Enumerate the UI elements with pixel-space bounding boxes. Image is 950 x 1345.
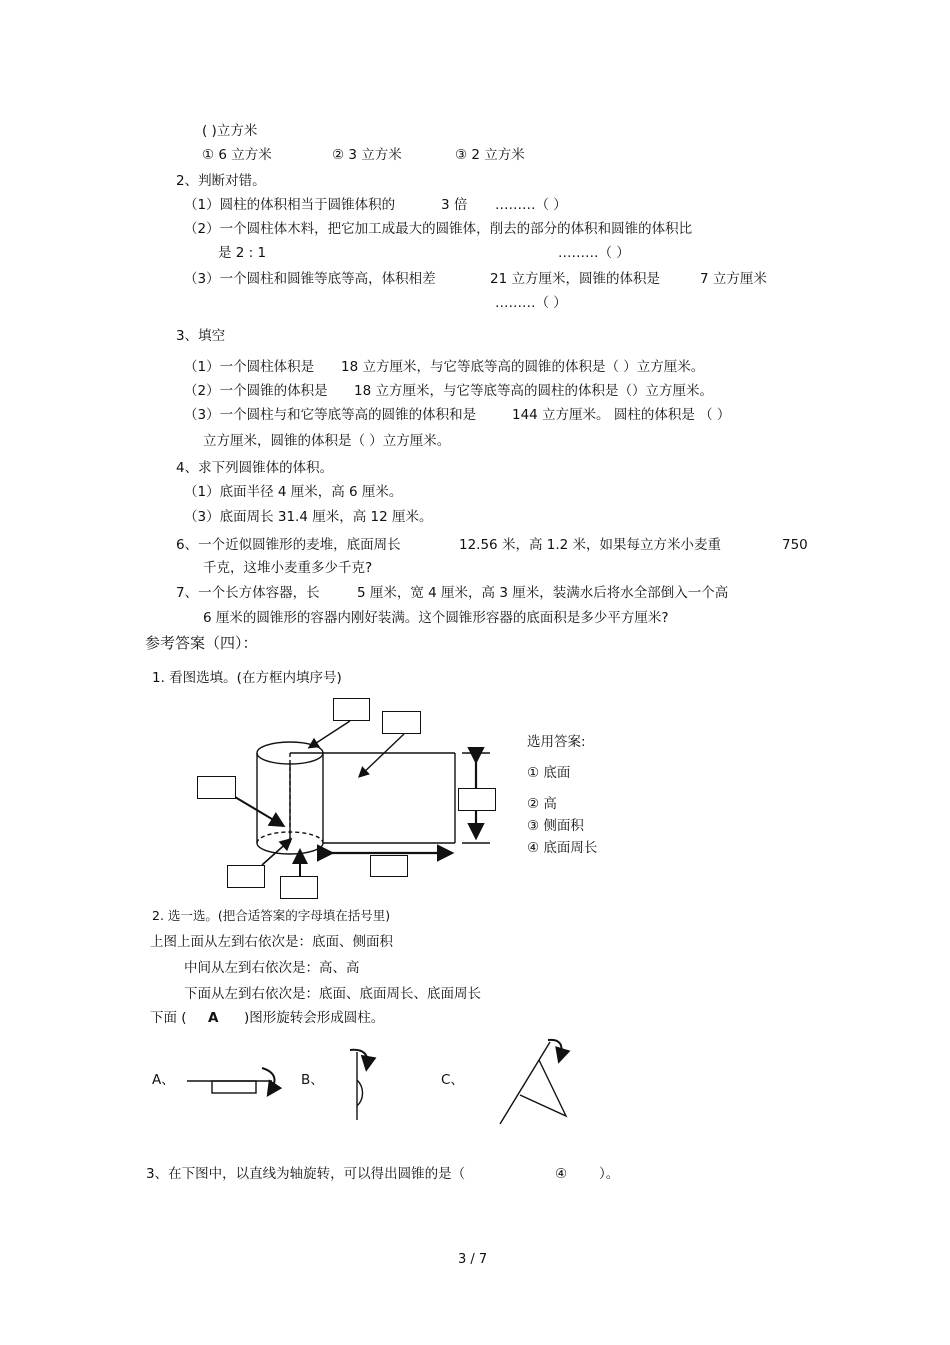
legend-item-2: ② 高 (527, 796, 557, 812)
q4-item3: （3）底面周长 31.4 厘米，高 12 厘米。 (184, 509, 433, 525)
legend-item-4: ④ 底面周长 (527, 840, 598, 856)
answers-part1-title: 1. 看图选填。(在方框内填序号) (152, 670, 342, 686)
q3-item1-a: （1）一个圆柱体积是 (184, 359, 315, 375)
answer-line-1: 上图上面从左到右依次是：底面、侧面积 (150, 934, 393, 950)
answer-line-3: 下面从左到右依次是：底面、底面周长、底面周长 (184, 986, 481, 1002)
q2-item3-text-a: （3）一个圆柱和圆锥等底等高，体积相差 (184, 271, 436, 287)
q3-item3-b: 144 立方厘米。 圆柱的体积是 （ ） (512, 407, 731, 423)
page-number: 3 / 7 (458, 1252, 488, 1267)
legend-title: 选用答案: (527, 734, 586, 750)
q7-text-c: 6 厘米的圆锥形的容器内刚好装满。这个圆锥形容器的底面积是多少平方厘米? (203, 610, 669, 626)
q6-text-a: 6、一个近似圆锥形的麦堆，底面周长 (176, 537, 401, 553)
q3-item3-c: 立方厘米，圆锥的体积是（ ）立方厘米。 (203, 433, 451, 449)
q2-item2-ratio: 是 2 : 1 (218, 245, 267, 261)
q6-text-c: 750 (782, 537, 808, 553)
q2-item3-text-b: 21 立方厘米，圆锥的体积是 (490, 271, 660, 287)
q4-title: 4、求下列圆锥体的体积。 (176, 460, 334, 476)
q1-blank: ( )立方米 (202, 123, 258, 139)
answers-heading: 参考答案（四）： (145, 634, 258, 652)
q3-item1-b: 18 立方厘米，与它等底等高的圆锥的体积是（ ）立方厘米。 (341, 359, 705, 375)
figure-b-label: B、 (301, 1072, 324, 1088)
figure-b-semicircle (357, 1080, 363, 1106)
q7-text-b: 5 厘米，宽 4 厘米，高 3 厘米，装满水后将水全部倒入一个高 (357, 585, 729, 601)
q6-text-b: 12.56 米，高 1.2 米，如果每立方米小麦重 (459, 537, 721, 553)
q1-option-2: ② 3 立方米 (332, 147, 402, 163)
q2-item2-text: （2）一个圆柱体木料，把它加工成最大的圆锥体，削去的部分的体积和圆锥的体积比 (184, 221, 693, 237)
q2-item1-paren: ………（ ） (495, 197, 567, 213)
q6-text-d: 千克，这堆小麦重多少千克? (203, 560, 373, 576)
q2-item3-text-c: 7 立方厘米 (700, 271, 767, 287)
q1-option-1: ① 6 立方米 (202, 147, 272, 163)
answer-line-2: 中间从左到右依次是：高、高 (184, 960, 360, 976)
figure-c-label: C、 (441, 1072, 464, 1088)
q1-option-3: ③ 2 立方米 (455, 147, 525, 163)
q4-item1: （1）底面半径 4 厘米，高 6 厘米。 (184, 484, 403, 500)
q2-title: 2、判断对错。 (176, 173, 266, 189)
legend-item-3: ③ 侧面积 (527, 818, 584, 834)
answers-q3-text-b: ）。 (599, 1166, 620, 1182)
choose-text-a: 下面 ( (150, 1010, 187, 1026)
figure-a-rectangle (212, 1081, 256, 1093)
answers-part2-title: 2. 选一选。(把合适答案的字母填在括号里) (152, 908, 391, 923)
q2-item2-paren: ………（ ） (558, 245, 630, 261)
choose-answer: A (208, 1010, 219, 1026)
answers-q3-text-a: 3、在下图中，以直线为轴旋转，可以得出圆锥的是（ (146, 1166, 466, 1182)
figure-c-axis (500, 1042, 550, 1124)
answers-q3-answer: ④ (555, 1166, 568, 1182)
q2-item1-number: 3 倍 (441, 197, 468, 213)
figure-a-label: A、 (152, 1072, 175, 1088)
legend-item-1: ① 底面 (527, 765, 571, 781)
choose-text-b: )图形旋转会形成圆柱。 (244, 1010, 385, 1026)
q3-item3-a: （3）一个圆柱与和它等底等高的圆锥的体积和是 (184, 407, 477, 423)
figure-c-triangle (520, 1060, 566, 1116)
q3-title: 3、填空 (176, 328, 226, 344)
q2-item3-paren: ………（ ） (495, 295, 567, 311)
q7-text-a: 7、一个长方体容器，长 (176, 585, 320, 601)
q3-item2-b: 18 立方厘米，与它等底等高的圆柱的体积是（）立方厘米。 (354, 383, 713, 399)
q3-item2-a: （2）一个圆锥的体积是 (184, 383, 328, 399)
q2-item1-text: （1）圆柱的体积相当于圆锥体积的 (184, 197, 396, 213)
